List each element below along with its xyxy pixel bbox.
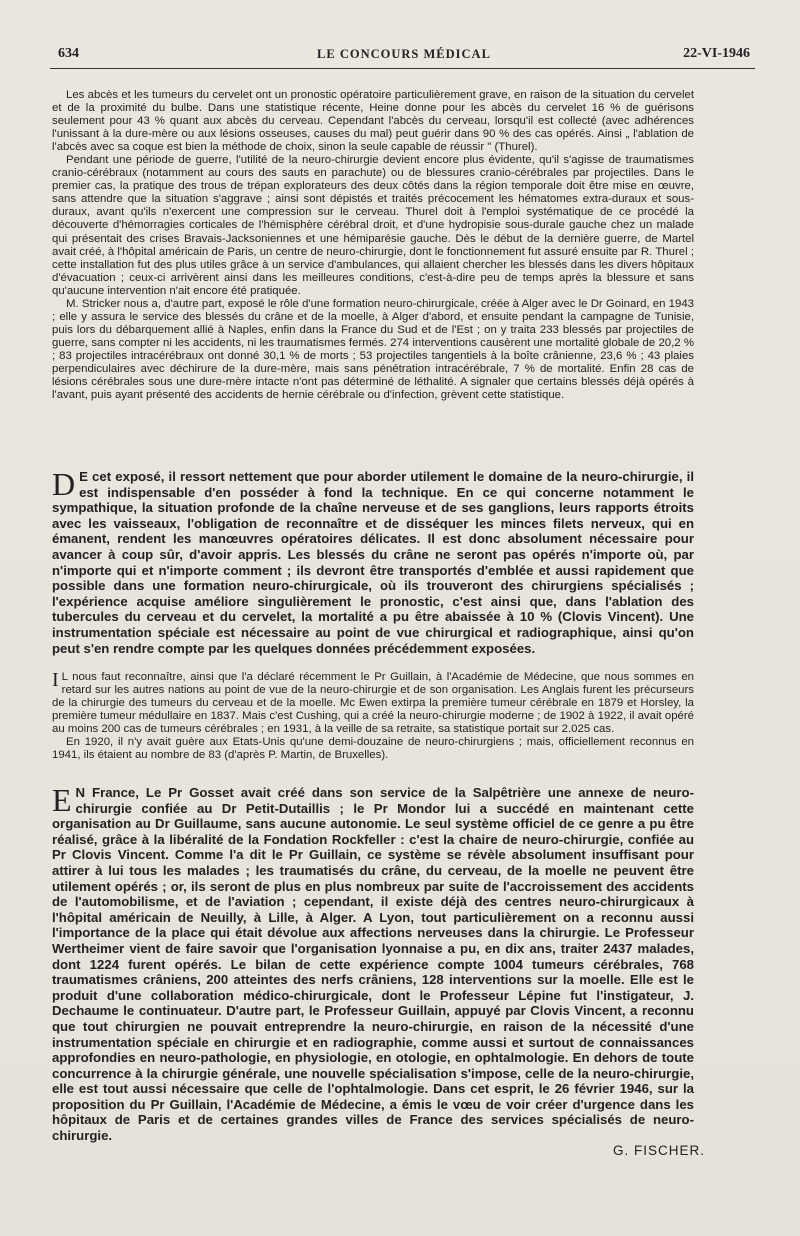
paragraph: M. Stricker nous a, d'autre part, exposé le rôle d'une formation neuro-chirurgicale, créée à Alger avec le Dr Goinard, en 1943 ; elle y assura le service des blessés du crâne et de la moelle, à Alger d'abord, et ensuite pendant la campagne de Tunisie, puis lors du débarquement allié à Naples, enfin dans la France du Sud et de l'Est ; on y traita 233 blessés par projectiles de guerre, sans compter ni les accidents, ni les traumatismes fermés. 274 interventions causèrent une mortalité globale de 20,2 % ; 83 projectiles intracérébraux ont donné 30,1 % de morts ; 53 projectiles tangentiels à la boîte crânienne, 23,6 % ; 43 plaies perpendiculaires avec déchirure de la dure-mère, mais sans pénétration intracérébrale, 7 % de mortalité. Enfin 28 cas de lésions cérébrales sous une dure-mère intacte n'ont pas déterminé de léthalité. A signaler que certains blessés déjà opérés à l'avant, puis ayant présenté des accidents de hernie cérébrale ou d'infection, grèvent cette statistique. <box>52 297 694 402</box>
bold-paragraph-text: N France, Le Pr Gosset avait créé dans son service de la Salpêtrière une annexe de neuro-chirurgie confiée au Dr Petit-Dutaillis ; le Pr Mondor lui a succédé en maintenant cette organisation au Dr Guillaume, sans aucune autonomie. Le seul système officiel de ce genre a pu être réalisé, grâce à la libéralité de la Fondation Rockfeller : c'est la chaire de neuro-chirurgie, confiée au Pr Clovis Vincent. Comme l'a dit le Pr Guillain, ce système se révèle absolument insuffisant pour attirer à lui tous les malades ; les traumatisés du crâne, du cerveau, de la moelle ne peuvent être utilement opérés ; or, ils seront de plus en plus nombreux par suite de l'accroissement des accidents de l'automobilisme, et de l'aviation ; cependant, il existe déjà des centres neuro-chirurgicaux à l'hôpital américain de Neuilly, à Lille, à Alger. A Lyon, tout particulièrement on a reconnu aussi l'importance de la place qui était dévolue aux affections nerveuses dans la chirurgie. Le Professeur Wertheimer vient de faire savoir que l'organisation lyonnaise a pu, en dix ans, traiter 2437 malades, dont 1224 furent opérés. Le bilan de cette expérience compte 1004 tumeurs cérébrales, 768 traumatismes crâniens, 200 atteintes des nerfs crâniens, 128 interventions sur la moelle. Elle est le produit d'une collaboration médico-chirurgicale, dont le Professeur Lépine fut l'instigateur, J. Dechaume le continuateur. D'autre part, le Professeur Guillain, appuyé par Clovis Vincent, a reconnu que tout chirurgien ne pouvait entreprendre la neuro-chirurgie, en raison de la nécessité d'une instrumentation spéciale en chirurgie et en radiographie, comme aussi et surtout de connaissances approfondies en neuro-pathologie, en physiologie, en otologie, en ophtalmologie. En dehors de toute concurrence à la chirurgie générale, une nouvelle spécialisation s'impose, celle de la neuro-chirurgie, elle est tout aussi nécessaire que celle de l'ophtalmologie. Dans cet esprit, le 26 février 1946, sur la proposition du Pr Guillain, l'Académie de Médecine, a émis le vœu de voir créer d'urgence dans les hôpitaux de Paris et de certaines grandes villes de France des services spécialisés de neuro-chirurgie. <box>52 785 694 1144</box>
header-rule <box>50 68 755 69</box>
issue-date: 22-VI-1946 <box>683 46 750 61</box>
paragraph <box>52 671 694 736</box>
page-number: 634 <box>58 46 79 61</box>
section-retard <box>52 671 694 762</box>
paragraph: En 1920, il n'y avait guère aux Etats-Unis qu'une demi-douzaine de neuro-chirurgiens ; mais, officiellement reconnus en 1941, ils étaient au nombre de 83 (d'après P. Martin, de Bruxelles). <box>52 736 694 762</box>
journal-title: LE CONCOURS MÉDICAL <box>317 47 491 61</box>
drop-cap: E <box>52 782 72 818</box>
bold-paragraph <box>52 466 694 656</box>
bold-paragraph <box>52 782 694 1144</box>
drop-cap: I <box>52 669 59 691</box>
page-header <box>58 46 750 68</box>
paragraph: Les abcès et les tumeurs du cervelet ont un pronostic opératoire particulièrement grave, en raison de la situation du cervelet et de la proximité du bulbe. Dans une statistique récente, Heine donne pour les abcès du cervelet 16 % de guérisons seulement pour 43 % quant aux abcès du cerveau. Cependant l'abcès du cerveau, lorsqu'il est collecté (avec adhérences l'unissant à la dure-mère ou aux lésions osseuses, causes du mal) peut guérir dans 90 % des cas opérés. Ainsi „ l'ablation de l'abcès avec sa coque est bien la méthode de choix, sinon la seule capable de réussir " (Thurel). <box>52 89 694 154</box>
paragraph: Pendant une période de guerre, l'utilité de la neuro-chirurgie devient encore plus évidente, qu'il s'agisse de traumatismes cranio-cérébraux (notamment au cours des sauts en parachute) ou de blessures cranio-cérébrales par projectiles. Dans le premier cas, la pratique des trous de trépan explorateurs des deux côtés dans la région temporale doit être mise en œuvre, sans attendre que la situation s'aggrave ; ainsi sont dépistés et traités précocement les hématomes extra-duraux et sous-duraux, avant qu'ils n'exercent une compression sur le cerveau. Thurel doit à l'emploi systématique de ce procédé la découverte d'hémorragies corticales de l'hémisphère cérébral droit, et d'une hydropisie sous-durale gauche chez un malade qui présentait des crises Bravais-Jacksoniennes et une hémiparésie gauche. Dès le début de la dernière guerre, de Martel avait créé, à l'hôpital américain de Paris, un centre de neuro-chirurgie, dont le fonctionnement fut assuré ensuite par R. Thurel ; cette installation fut des plus utiles grâce à un service d'ambulances, qui allaient chercher les blessés dans les divers hôpitaux d'évacuation ; ceux-ci arrivèrent ainsi dans les meilleures conditions, c'est-à-dire peu de temps après la blessure et sans qu'aucune intervention n'ait encore été pratiquée. <box>52 154 694 297</box>
drop-cap: D <box>52 466 76 502</box>
author-signature: G. FISCHER. <box>612 1143 705 1158</box>
section-abces <box>52 89 694 402</box>
paragraph-text: L nous faut reconnaître, ainsi que l'a déclaré récemment le Pr Guillain, à l'Académie de Médecine, que nous sommes en retard sur les autres nations au point de vue de la neuro-chirurgie et de son organisation. Les Anglais furent les précurseurs de la chirurgie des tumeurs du cerveau et de la moelle. Mc Ewen extirpa la première tumeur cérébrale en 1879 et Horsley, la première tumeur médullaire en 1837. Mais c'est Cushing, qui a créé la neuro-chirurgie moderne ; de 1902 à 1922, il avait opéré au moins 200 cas de tumeurs cérébrales ; en 1931, à la veille de sa retraite, sa statistique portait sur 2.025 cas. <box>52 671 694 736</box>
section-france <box>52 782 694 1144</box>
bold-paragraph-text: E cet exposé, il ressort nettement que pour aborder utilement le domaine de la neuro-chirurgie, il est indispensable d'en posséder à fond la technique. En ce qui concerne notamment le sympathique, la situation profonde de la chaîne nerveuse et de ses ganglions, leurs rapports étroits avec les vaisseaux, l'obligation de reconnaître et de disséquer les minces filets nerveux, qui en émanent, rendent les manœuvres opératoires délicates. Il est donc absolument nécessaire pour avancer à coup sûr, d'avoir appris. Les blessés du crâne ne seront pas opérés n'importe où, par n'importe qui et n'importe comment ; ils devront être transportés d'emblée et aussi rapidement que possible dans une formation neuro-chirurgicale, où ils trouveront des chirurgiens spécialisés ; l'expérience acquise améliore singulièrement le pronostic, c'est ainsi que, dans l'ablation des tubercules du cerveau et du cervelet, la mortalité a pu être abaissée à 10 % (Clovis Vincent). Une instrumentation spéciale est nécessaire au point de vue chirurgical et radiographique, ainsi qu'on peut s'en rendre compte par les quelques données précédemment exposées. <box>52 469 694 656</box>
section-expose <box>52 466 694 656</box>
